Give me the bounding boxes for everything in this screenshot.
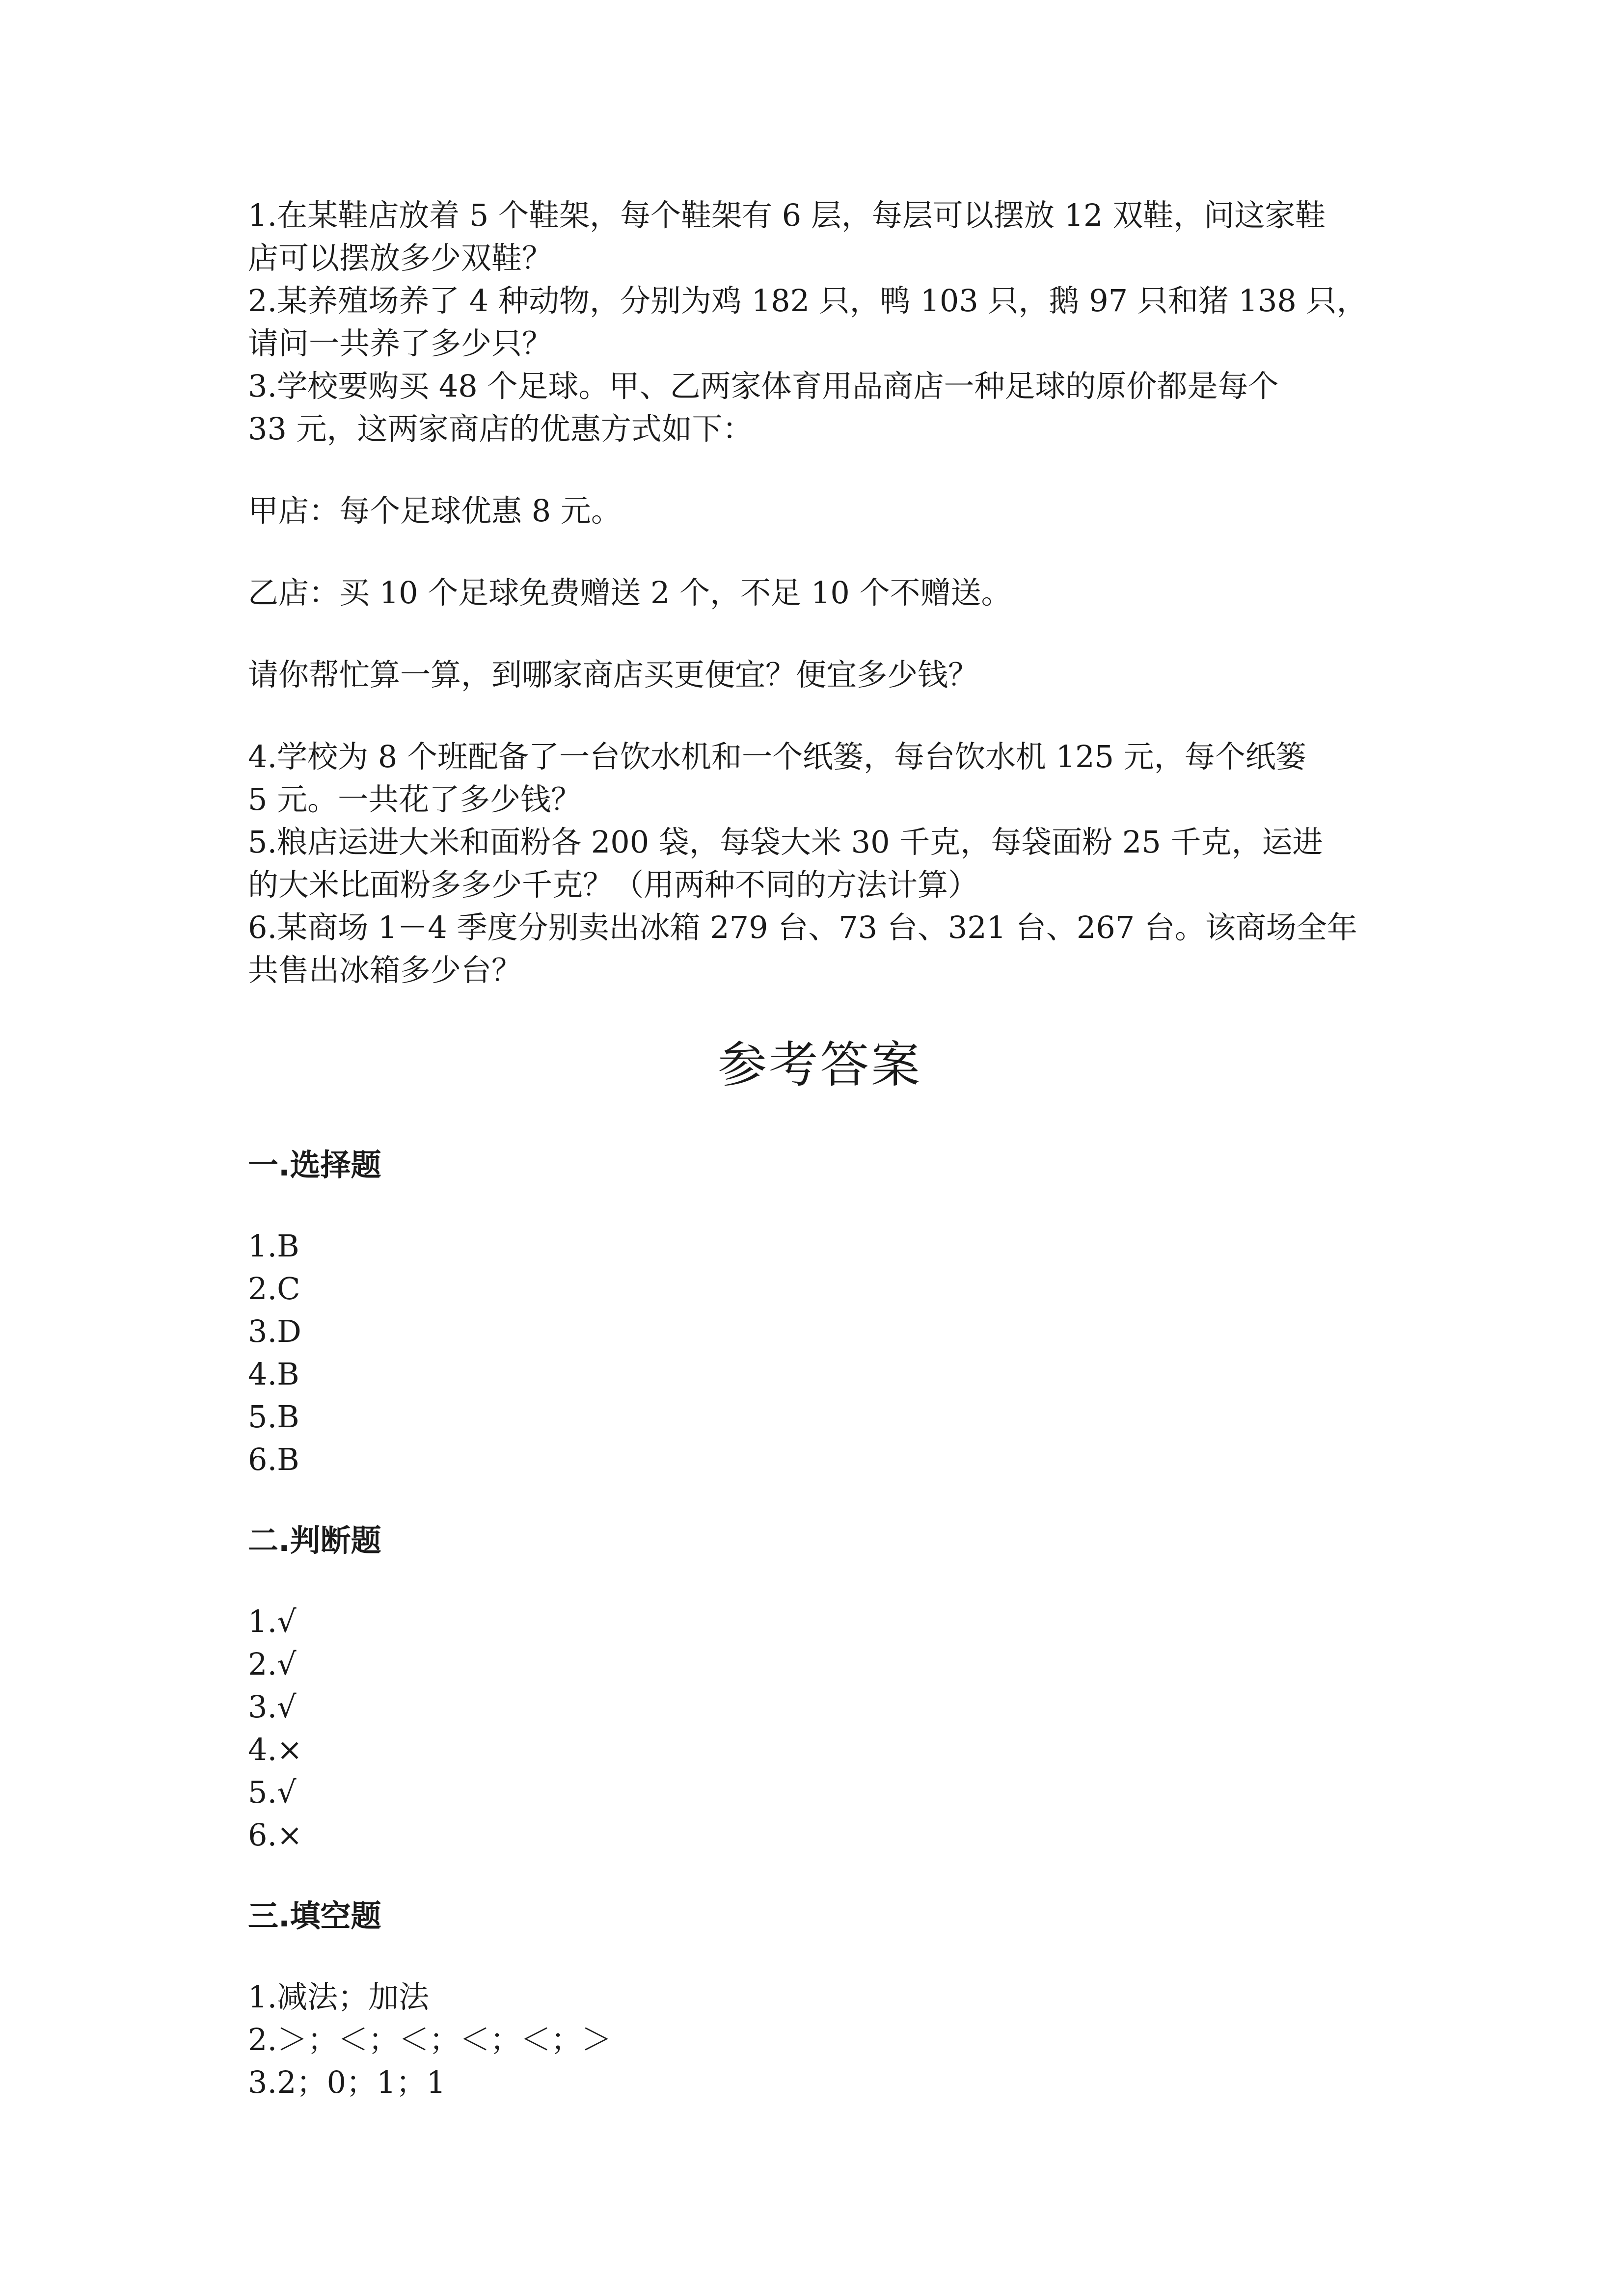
answer-item: 5.√ bbox=[248, 1774, 297, 1810]
question-3-line-2: 33 元，这两家商店的优惠方式如下： bbox=[248, 411, 753, 447]
answer-item: 1.√ bbox=[248, 1603, 297, 1639]
question-3-shop-a: 甲店：每个足球优惠 8 元。 bbox=[248, 493, 622, 529]
answer-list-judgement bbox=[248, 1600, 1392, 1856]
question-6-line-1: 6.某商场 1－4 季度分别卖出冰箱 279 台、73 台、321 台、267 台。该商场全年 bbox=[248, 909, 1357, 945]
answer-item: 3.√ bbox=[248, 1689, 297, 1725]
question-1 bbox=[248, 194, 1392, 279]
answer-item: 6.× bbox=[248, 1817, 303, 1853]
answer-section-judgement bbox=[248, 1519, 1392, 1856]
answer-item: 2.√ bbox=[248, 1646, 297, 1682]
answer-item: 1.B bbox=[248, 1228, 299, 1264]
answer-list-choice bbox=[248, 1225, 1392, 1481]
document-content bbox=[248, 194, 1392, 2142]
question-2 bbox=[248, 279, 1392, 365]
answer-item: 2.＞；＜；＜；＜；＜；＞ bbox=[248, 2022, 612, 2057]
section-title-judgement: 二.判断题 bbox=[248, 1522, 381, 1558]
question-5-line-2: 的大米比面粉多多少千克？（用两种不同的方法计算） bbox=[248, 867, 979, 903]
answers-title: 参考答案 bbox=[718, 1036, 922, 1094]
question-4-line-2: 5 元。一共花了多少钱？ bbox=[248, 781, 582, 817]
question-2-line-2: 请问一共养了多少只？ bbox=[248, 325, 553, 361]
section-title-choice: 一.选择题 bbox=[248, 1147, 381, 1183]
question-3-shop-b: 乙店：买 10 个足球免费赠送 2 个，不足 10 个不赠送。 bbox=[248, 575, 1012, 611]
answer-item: 3.D bbox=[248, 1313, 301, 1349]
answer-section-fill-blank bbox=[248, 1895, 1392, 2104]
answer-item: 5.B bbox=[248, 1399, 299, 1435]
answer-item: 1.减法；加法 bbox=[248, 1979, 430, 2015]
question-4-line-1: 4.学校为 8 个班配备了一台饮水机和一个纸篓，每台饮水机 125 元，每个纸篓 bbox=[248, 739, 1306, 774]
question-3 bbox=[248, 365, 1392, 735]
question-3-ask: 请你帮忙算一算，到哪家商店买更便宜？便宜多少钱？ bbox=[248, 657, 979, 693]
answer-list-fill-blank bbox=[248, 1976, 1392, 2104]
section-title-fill-blank: 三.填空题 bbox=[248, 1898, 381, 1934]
question-6-line-2: 共售出冰箱多少台？ bbox=[248, 952, 522, 988]
answer-item: 6.B bbox=[248, 1442, 299, 1477]
question-5 bbox=[248, 821, 1392, 906]
answer-section-choice bbox=[248, 1144, 1392, 1481]
answer-item: 4.B bbox=[248, 1356, 299, 1392]
answer-item: 3.2；0；1；1 bbox=[248, 2064, 446, 2100]
question-1-line-1: 1.在某鞋店放着 5 个鞋架，每个鞋架有 6 层，每层可以摆放 12 双鞋，问这家鞋 bbox=[248, 197, 1326, 233]
question-3-line-1: 3.学校要购买 48 个足球。甲、乙两家体育用品商店一种足球的原价都是每个 bbox=[248, 368, 1279, 404]
answer-item: 4.× bbox=[248, 1732, 303, 1767]
question-6 bbox=[248, 906, 1392, 991]
question-5-line-1: 5.粮店运进大米和面粉各 200 袋，每袋大米 30 千克，每袋面粉 25 千克，运进 bbox=[248, 824, 1323, 860]
question-1-line-2: 店可以摆放多少双鞋？ bbox=[248, 240, 553, 276]
question-4 bbox=[248, 735, 1392, 821]
question-2-line-1: 2.某养殖场养了 4 种动物，分别为鸡 182 只，鸭 103 只，鹅 97 只和猪 138 只， bbox=[248, 283, 1367, 319]
answer-item: 2.C bbox=[248, 1271, 300, 1307]
